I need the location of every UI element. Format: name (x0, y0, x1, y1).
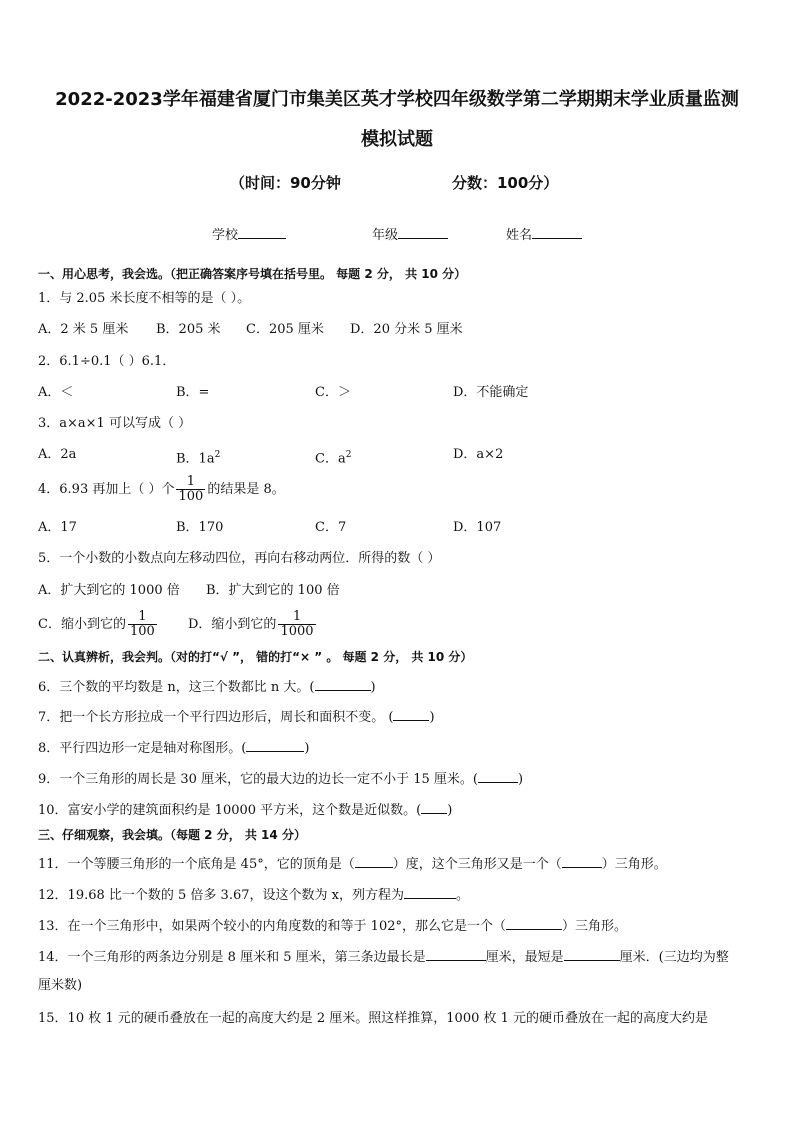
q4-option-c: C．7 (315, 520, 347, 535)
exam-score: 分数：100分） (452, 174, 559, 192)
q5-option-d: D．缩小到它的 $\frac{1}{1000}$ (188, 609, 314, 639)
q3-option-a: A．2a (38, 447, 77, 462)
q3-option-c: C．$a^2$ (315, 450, 352, 467)
q9-answer-blank[interactable] (478, 768, 518, 783)
school-field (212, 224, 286, 243)
school-label: 学校 (212, 228, 239, 243)
q10-stem: 10．富安小学的建筑面积约是 10000 平方米，这个数是近似数。( ) (38, 799, 452, 820)
q2-option-a: A．＜ (38, 385, 74, 400)
school-input-line[interactable] (238, 224, 286, 239)
q11-stem: 11．一个等腰三角形的一个底角是 45°，它的顶角是（ ）度，这个三角形又是一个（ ）三角形。 (38, 853, 667, 874)
q5-stem: 5．一个小数的小数点向左移动四位，再向右移动两位．所得的数（ ） (38, 551, 441, 566)
q3-option-b: B．$1a^2$ (176, 450, 221, 467)
q4-fraction: $\frac{1}{100}$ (178, 474, 204, 504)
name-field (506, 224, 582, 243)
q1-option-d: D．20 分米 5 厘米 (350, 322, 463, 337)
q7-answer-blank[interactable] (393, 706, 429, 721)
q15-stem: 15．10 枚 1 元的硬币叠放在一起的高度大约是 2 厘米。照这样推算，1000 枚 1 元的硬币叠放在一起的高度大约是 (38, 1011, 709, 1026)
q1-option-a: A．2 米 5 厘米 (38, 322, 129, 337)
section1-heading: 一、用心思考，我会选。（把正确答案序号填在括号里。 每题 2 分， 共 10 分） (38, 267, 467, 281)
q11-blank-2[interactable] (562, 853, 602, 868)
q14-blank-2[interactable] (564, 946, 620, 961)
q2-option-b: B．= (176, 385, 210, 400)
grade-input-line[interactable] (398, 224, 448, 239)
q1-option-c: C．205 厘米 (246, 322, 324, 337)
q2-option-d: D．不能确定 (453, 385, 529, 400)
q13-stem: 13．在一个三角形中，如果两个较小的内角度数的和等于 102°，那么它是一个（ ）三角形。 (38, 915, 627, 936)
q6-answer-blank[interactable] (315, 676, 371, 691)
grade-label: 年级 (372, 228, 399, 243)
q5-option-c: C．缩小到它的 $\frac{1}{100}$ (38, 609, 155, 639)
q3-option-d: D．a×2 (453, 447, 504, 462)
q5-option-b: B．扩大到它的 100 倍 (206, 583, 340, 598)
exam-title-line2: 模拟试题 (361, 129, 433, 150)
q14-stem: 14．一个三角形的两条边分别是 8 厘米和 5 厘米，第三条边最长是 厘米，最短是 厘米．(三边均为整 (38, 946, 729, 967)
q9-stem: 9．一个三角形的周长是 30 厘米，它的最大边的边长一定不小于 15 厘米。( ) (38, 768, 523, 789)
q7-stem: 7．把一个长方形拉成一个平行四边形后，周长和面积不变。 ( ) (38, 706, 435, 727)
q4-stem: 4．6.93 再加上（ ）个 $\frac{1}{100}$ 的结果是 8。 (38, 474, 285, 504)
q4-option-b: B．170 (176, 520, 224, 535)
q12-blank[interactable] (404, 884, 456, 899)
q8-stem: 8．平行四边形一定是轴对称图形。( ) (38, 737, 309, 758)
name-input-line[interactable] (532, 224, 582, 239)
grade-field (372, 224, 448, 243)
q1-option-b: B．205 米 (156, 322, 221, 337)
section2-heading: 二、认真辨析，我会判。（对的打“√ ”， 错的打“× ” 。 每题 2 分， 共 10 分） (38, 650, 473, 664)
q12-stem: 12．19.68 比一个数的 5 倍多 3.67，设这个数为 x，列方程为 。 (38, 884, 469, 905)
q2-option-c: C．＞ (315, 385, 351, 400)
q3-stem: 3．a×a×1 可以写成（ ） (38, 416, 192, 431)
name-label: 姓名 (506, 228, 533, 243)
q4-option-a: A．17 (38, 520, 77, 535)
q10-answer-blank[interactable] (421, 799, 447, 814)
q4-option-d: D．107 (453, 520, 502, 535)
section3-heading: 三、仔细观察，我会填。（每题 2 分， 共 14 分） (38, 828, 306, 842)
q2-stem: 2．6.1÷0.1（ ）6.1． (38, 354, 176, 369)
q11-blank-1[interactable] (355, 853, 393, 868)
q8-answer-blank[interactable] (246, 737, 304, 752)
exam-time: （时间：90分钟 (230, 174, 341, 192)
q5-option-a: A．扩大到它的 1000 倍 (38, 583, 180, 598)
exam-title-line1: 2022-2023学年福建省厦门市集美区英才学校四年级数学第二学期期末学业质量监测 (55, 89, 739, 110)
q14-blank-1[interactable] (426, 946, 486, 961)
q13-blank[interactable] (506, 915, 562, 930)
q1-stem: 1．与 2.05 米长度不相等的是（ ）。 (38, 291, 251, 306)
q14-stem-continued: 厘米数) (38, 978, 83, 993)
q6-stem: 6．三个数的平均数是 n，这三个数都比 n 大。( ) (38, 676, 376, 697)
